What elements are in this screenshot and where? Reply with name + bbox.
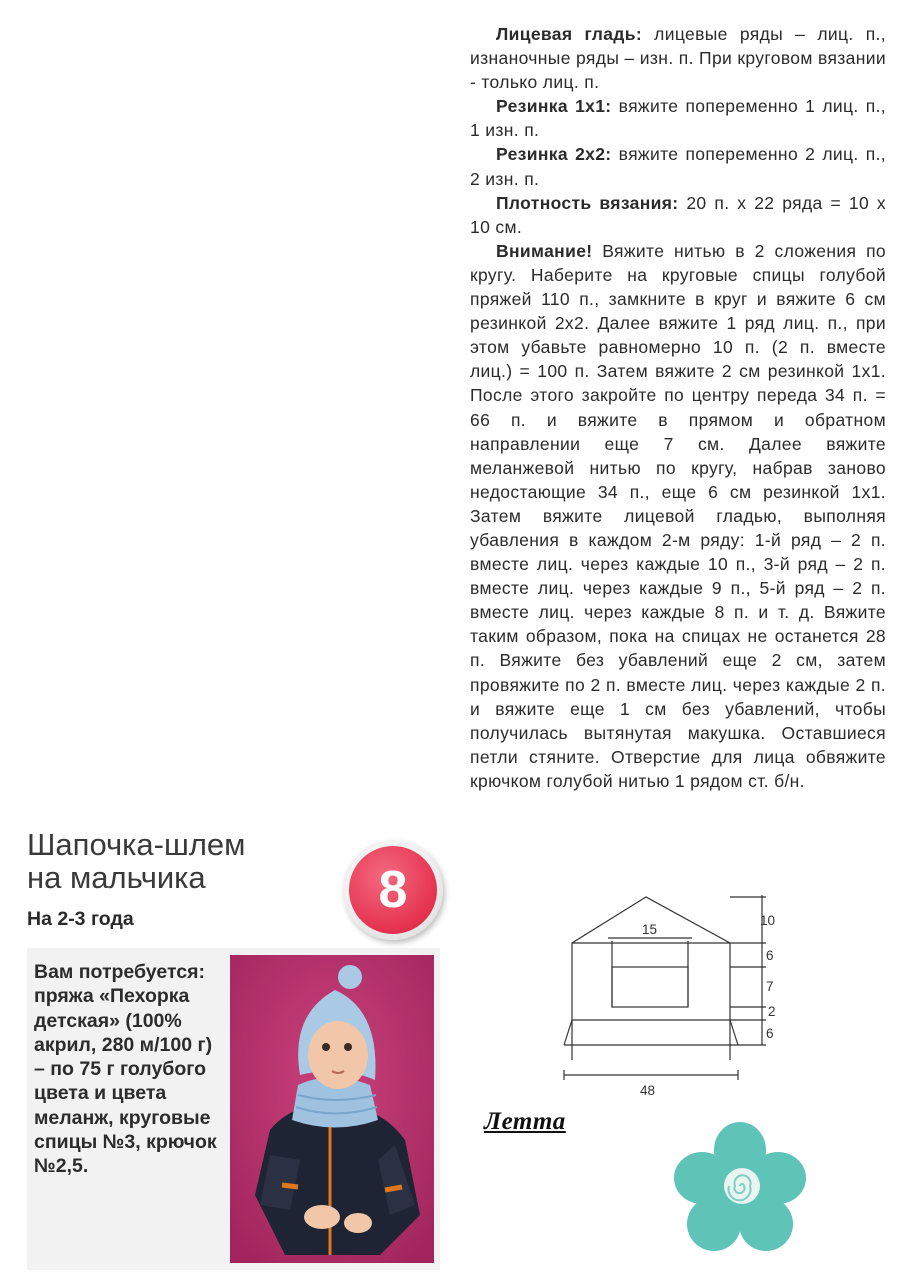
instruction-main	[470, 239, 886, 793]
label-opening-width: 15	[642, 922, 658, 937]
child-photo	[230, 955, 434, 1263]
definition: лицевые ряды – лиц. п., изнаночные ряды – изн. п. При круговом вязании - только лиц. п.	[470, 24, 886, 93]
definition: вяжите попеременно 2 лиц. п., 2 изн. п.	[470, 144, 887, 189]
term: Резинка 1х1:	[496, 96, 612, 117]
label-bottom-width: 48	[640, 1083, 656, 1098]
instruction-rib-2x2	[470, 142, 886, 190]
term: Внимание!	[496, 240, 593, 261]
label-opening-height: 7	[766, 979, 774, 994]
flower-icon	[670, 1120, 810, 1260]
materials-text: Вам потребуется: пряжа «Пехорка детская» (100% акрил, 280 м/100 г) – по 75 г голубого цвета и цвета меланж, круговые спицы №3, крючок №2,5.	[34, 961, 217, 1178]
label-gap: 2	[768, 1004, 776, 1019]
instruction-gauge	[470, 191, 886, 239]
instruction-stockinette	[470, 22, 886, 94]
definition: 20 п. х 22 ряда = 10 х 10 см.	[470, 192, 886, 237]
signature: Летта	[484, 1108, 566, 1135]
title-line-2: на мальчика	[27, 860, 206, 895]
term: Резинка 2х2:	[496, 144, 612, 165]
title-line-1: Шапочка-шлем	[27, 827, 246, 862]
label-rib-height: 6	[766, 1026, 774, 1041]
term: Плотность вязания:	[496, 192, 679, 213]
age-range: На 2-3 года	[27, 908, 134, 930]
pattern-diagram	[550, 885, 795, 1100]
pattern-title	[27, 828, 245, 894]
label-upper-band: 6	[766, 948, 774, 963]
definition: вяжите попеременно 1 лиц. п., 1 изн. п.	[470, 96, 887, 141]
definition: Вяжите нитью в 2 сложения по кругу. Наберите на круговые спицы голубой пряжей 110 п., замкните в круг и вяжите 6 см резинкой 2х2. Далее вяжите 1 ряд лиц. п., при этом убавьте равномерно 10 п. (2 п. вместе лиц.) = 100 п. Затем вяжите 2 см резинкой 1х1. После этого закройте по центру переда 34 п. = 66 п. и вяжите в прямом и обратном направлении еще 7 см. Далее вяжите меланжевой нитью по кругу, набрав заново недостающие 34 п., еще 6 см резинкой 1х1. Затем вяжите лицевой гладью, выполняя убавления в каждом 2-м ряду: 1-й ряд – 2 п. вместе лиц. через каждые 10 п., 3-й ряд – 2 п. вместе лиц. через каждые 9 п., 5-й ряд – 2 п. вместе лиц. через каждые 8 п. и т. д. Вяжите таким образом, пока на спицах не останется 28 п. Вяжите без убавлений еще 2 см, затем провяжите по 2 п. вместе лиц. через каждые 2 п. и вяжите еще 1 см без убавлений, чтобы получилась вытянутая макушка. Оставшиеся петли стяните. Отверстие для лица обвяжите крючком голубой нитью 1 рядом ст. б/н.	[470, 240, 886, 791]
pattern-number-badge: 8	[349, 846, 437, 934]
term: Лицевая гладь:	[496, 24, 643, 44]
instruction-rib-1x1	[470, 94, 886, 142]
label-top-height: 10	[760, 913, 776, 928]
instructions-column	[470, 22, 886, 793]
